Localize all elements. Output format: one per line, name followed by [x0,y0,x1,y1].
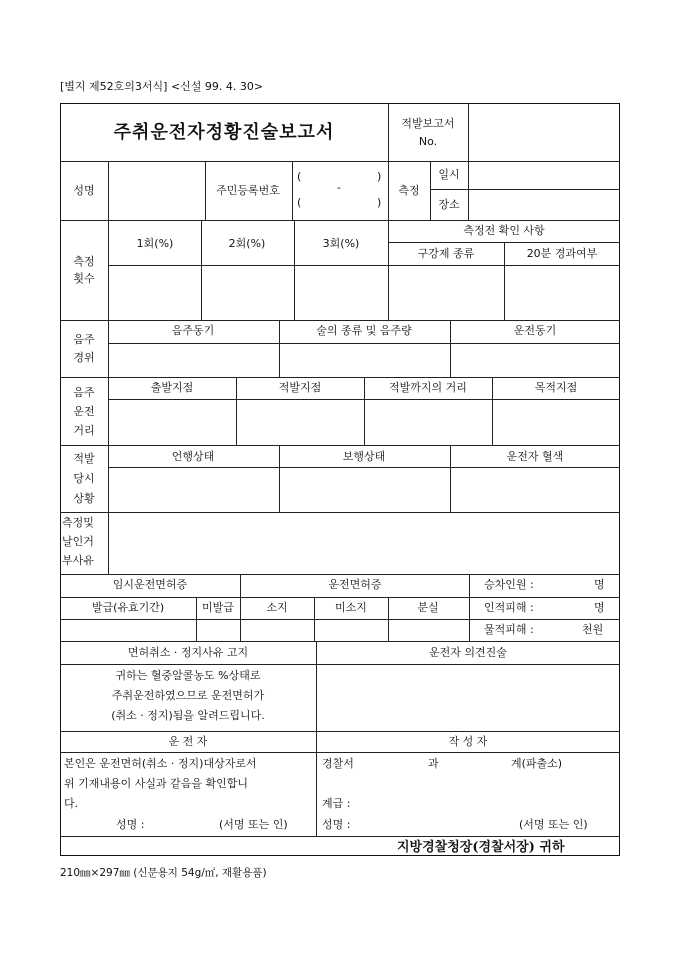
held-checkbox[interactable] [242,621,313,640]
lost-header: 분실 [417,601,439,614]
driver-sign-label[interactable]: (서명 또는 인) [219,818,288,831]
destination-field[interactable] [494,401,618,444]
rrn-open-1: ( [297,170,302,183]
held-header: 소지 [266,601,288,614]
confirm-line-2: 위 기재내용이 사실과 같음을 확인합니 [64,777,249,790]
elapsed-header: 20분 경과여부 [526,247,598,260]
distance-label-1: 음주 [73,386,95,399]
injury-label: 인적피해 : [484,601,534,614]
place-field[interactable] [470,191,618,219]
not-held-checkbox[interactable] [316,621,387,640]
report-no-field[interactable] [470,105,618,159]
place-label: 장소 [438,198,460,211]
drinking-label-2: 경위 [73,351,95,364]
caught-point-field[interactable] [238,401,363,444]
driver-heading: 운 전 자 [168,735,208,748]
passengers-label: 승차인원 : [484,578,534,591]
distance-label-3: 거리 [73,424,95,437]
report-no-label: 적발보고서 [401,117,455,130]
driver-name-label: 성명 : [116,818,145,831]
issue-header: 발급(유효기간) [91,601,165,614]
refusal-label-3: 부사유 [62,554,94,567]
rrn-field[interactable] [294,163,387,219]
departure-header: 출발지점 [150,381,194,394]
not-issued-checkbox[interactable] [198,621,239,640]
not-issued-header: 미발급 [202,601,234,614]
injury-unit: 명 [594,601,605,614]
writer-name-label: 성명 : [322,818,351,831]
rrn-label: 주민등록번호 [216,184,280,197]
rrn-close-1: ) [377,170,382,183]
property-label: 물적피해 : [484,623,534,636]
drinking-label-1: 음주 [73,333,95,346]
datetime-label: 일시 [438,168,460,181]
measure-3-field[interactable] [296,267,387,319]
distance-field[interactable] [366,401,491,444]
paper-spec-note: 210㎜×297㎜ (신문용지 54g/㎡, 재활용품) [60,867,267,879]
destination-header: 목적지점 [534,381,578,394]
form-number-note: [별지 제52호의3서식] <신설 99. 4. 30> [60,80,264,93]
measure-3-header: 3회(%) [322,237,360,250]
speech-field[interactable] [110,469,278,511]
drinking-motive-field[interactable] [110,345,278,376]
team-label: 계(파출소) [511,757,563,770]
notice-line-3: (취소 · 정지)됨을 알려드립니다. [111,709,265,722]
measure-2-header: 2회(%) [228,237,266,250]
rrn-close-2: ) [377,196,382,209]
drink-kind-field[interactable] [281,345,449,376]
drinking-motive-header: 음주동기 [171,324,215,337]
refusal-label-2: 날인거 [62,535,94,548]
departure-field[interactable] [110,401,235,444]
police-station-label: 경찰서 [322,757,354,770]
rrn-dash: - [337,181,341,194]
issue-field[interactable] [62,621,195,640]
form-title: 주취운전자정황진술보고서 [113,122,335,143]
confirm-line-3: 다. [64,797,79,810]
addressee: 지방경찰청장(경찰서장) 귀하 [397,840,565,855]
pre-check-header: 측정전 확인 사항 [463,224,545,237]
measure-1-field[interactable] [110,267,200,319]
license-header: 운전면허증 [328,578,382,591]
situation-label-2: 당시 [73,472,95,485]
situation-label-3: 상황 [73,492,95,505]
opinion-heading: 운전자 의견진술 [429,646,507,659]
measure-1-header: 1회(%) [136,237,174,250]
rinse-type-header: 구강제 종류 [417,247,475,260]
drive-motive-header: 운전동기 [513,324,557,337]
complexion-header: 운전자 혈색 [506,450,564,463]
rinse-type-field[interactable] [390,267,503,319]
elapsed-field[interactable] [506,267,618,319]
walking-field[interactable] [281,469,449,511]
writer-sign-label[interactable]: (서명 또는 인) [519,818,588,831]
datetime-field[interactable] [470,163,618,188]
complexion-field[interactable] [452,469,618,511]
situation-label-1: 적발 [73,452,95,465]
refusal-label-1: 측정및 [62,516,94,529]
walking-header: 보행상태 [342,450,386,463]
measure-2-field[interactable] [203,267,293,319]
notice-line-2: 주취운전하였으므로 운전면허가 [111,689,265,702]
speech-header: 언행상태 [171,450,215,463]
caught-point-header: 적발지점 [278,381,322,394]
rank-label: 계급 : [322,797,351,810]
refusal-field[interactable] [110,514,618,573]
section-label: 과 [428,757,439,770]
temp-license-header: 임시운전면허증 [112,578,188,591]
confirm-line-1: 본인은 운전면허(취소 · 정지)대상자로서 [64,757,257,770]
report-no-suffix: No. [418,135,438,148]
writer-heading: 작 성 자 [448,735,488,748]
drink-kind-header: 술의 종류 및 음주량 [316,324,412,337]
property-unit: 천원 [582,623,604,636]
opinion-field[interactable] [318,666,618,730]
distance-label-2: 운전 [73,405,95,418]
rrn-open-2: ( [297,196,302,209]
distance-header: 적발까지의 거리 [389,381,467,394]
measure-label: 측정 [398,184,420,197]
notice-heading: 면허취소 · 정지사유 고지 [127,646,249,659]
measure-count-label-1: 측정 [73,255,95,268]
name-label: 성명 [73,184,95,197]
drive-motive-field[interactable] [452,345,618,376]
name-field[interactable] [110,163,204,219]
not-held-header: 미소지 [335,601,367,614]
passengers-unit: 명 [594,578,605,591]
notice-line-1: 귀하는 혈중알콜농도 %상태로 [115,669,261,682]
measure-count-label-2: 횟수 [73,272,95,285]
lost-checkbox[interactable] [390,621,468,640]
